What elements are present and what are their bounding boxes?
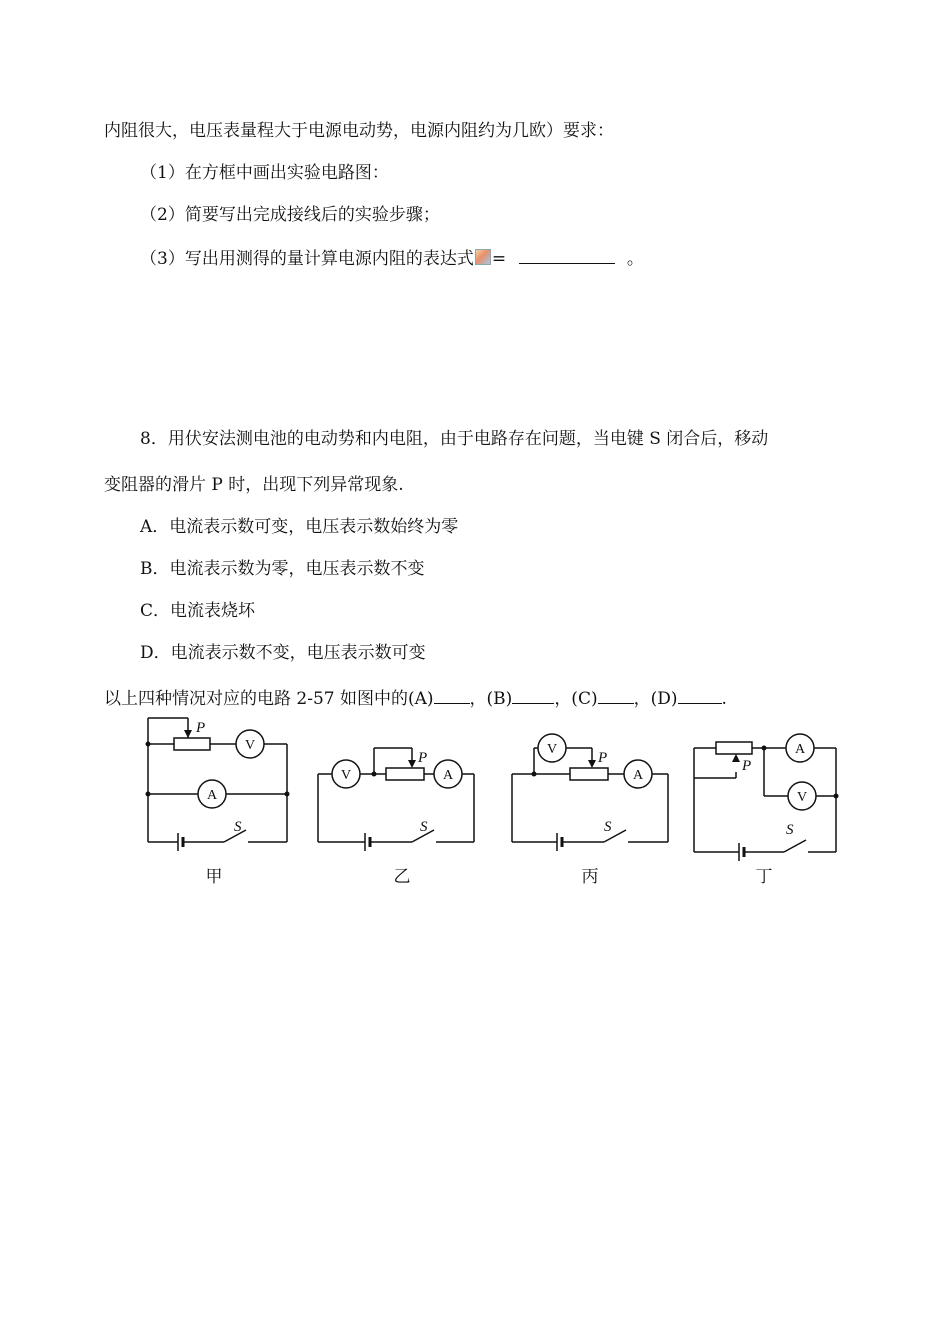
slider-label: P	[598, 750, 608, 766]
q8-match-line	[104, 685, 727, 711]
answer-blank-d[interactable]	[678, 685, 722, 704]
q8-option-b: B．电流表示数为零，电压表示数不变	[140, 559, 425, 579]
slider-label: P	[742, 758, 752, 774]
junction-dot	[285, 792, 290, 797]
junction-dot	[762, 746, 767, 751]
q8-option-d: D．电流表示数不变，电压表示数可变	[140, 643, 426, 663]
slider-arrow	[184, 730, 192, 738]
circuit-jia	[148, 718, 287, 851]
circuit-yi	[318, 748, 474, 851]
slider-arrow	[588, 760, 596, 768]
ammeter-label: A	[206, 788, 218, 803]
answer-blank-a[interactable]	[434, 685, 470, 704]
circuit-label-yi: 乙	[393, 867, 411, 886]
prev-question-line: 内阻很大，电压表量程大于电源电动势，电源内阻约为几欧）要求：	[104, 121, 614, 141]
switch-label: S	[786, 822, 794, 838]
ammeter-label: A	[632, 768, 644, 783]
switch-label: S	[234, 819, 242, 835]
junction-dot	[146, 792, 151, 797]
circuit-label-ding: 丁	[755, 867, 773, 886]
answer-blank[interactable]	[519, 245, 615, 264]
rheostat	[570, 768, 608, 780]
q8-match-c: ，(C)	[554, 689, 598, 709]
rheostat	[174, 738, 210, 750]
requirement-3	[140, 245, 644, 271]
rheostat	[716, 742, 752, 754]
rheostat	[386, 768, 424, 780]
voltmeter-label: V	[546, 742, 558, 757]
circuit-diagrams	[130, 712, 850, 892]
q8-stem-line2: 变阻器的滑片 P 时，出现下列异常现象.	[104, 475, 404, 495]
answer-blank-c[interactable]	[598, 685, 634, 704]
slider-arrow	[732, 754, 740, 762]
slider-label: P	[196, 720, 206, 736]
q8-option-c: C．电流表烧坏	[140, 601, 256, 621]
ammeter-label: A	[794, 742, 806, 757]
slider-arrow	[408, 760, 416, 768]
answer-blank-b[interactable]	[512, 685, 554, 704]
switch-label: S	[604, 819, 612, 835]
ammeter-label: A	[442, 768, 454, 783]
circuit-ding	[694, 734, 836, 861]
circuit-label-bing: 丙	[581, 867, 599, 886]
junction-dot	[146, 742, 151, 747]
requirement-1: （1）在方框中画出实验电路图：	[140, 163, 389, 183]
circuit-bing	[512, 734, 668, 851]
q8-match-prefix: 以上四种情况对应的电路 2-57 如图中的	[104, 689, 408, 709]
q8-match-d: ，(D)	[633, 689, 678, 709]
voltmeter-label: V	[244, 738, 256, 753]
q8-match-end: .	[721, 689, 727, 709]
junction-dot	[532, 772, 537, 777]
q8-match-a: (A)	[408, 689, 434, 709]
q8-option-a: A．电流表示数可变，电压表示数始终为零	[140, 517, 459, 537]
voltmeter-label: V	[340, 768, 352, 783]
switch-label: S	[420, 819, 428, 835]
junction-dot	[834, 794, 839, 799]
q8-match-b: ，(B)	[469, 689, 513, 709]
requirement-3-end: 。	[626, 249, 644, 269]
requirement-2: （2）简要写出完成接线后的实验步骤；	[140, 205, 440, 225]
junction-dot	[372, 772, 377, 777]
requirement-3-equals: =	[491, 249, 507, 269]
q8-stem-line1: 8．用伏安法测电池的电动势和内电阻，由于电路存在问题，当电键 S 闭合后，移动	[140, 429, 769, 449]
requirement-3-text: （3）写出用测得的量计算电源内阻的表达式	[140, 249, 474, 269]
voltmeter-label: V	[796, 790, 808, 805]
slider-label: P	[418, 750, 428, 766]
broken-image-icon	[475, 249, 491, 265]
circuit-label-jia: 甲	[205, 867, 223, 886]
switch	[784, 840, 806, 852]
